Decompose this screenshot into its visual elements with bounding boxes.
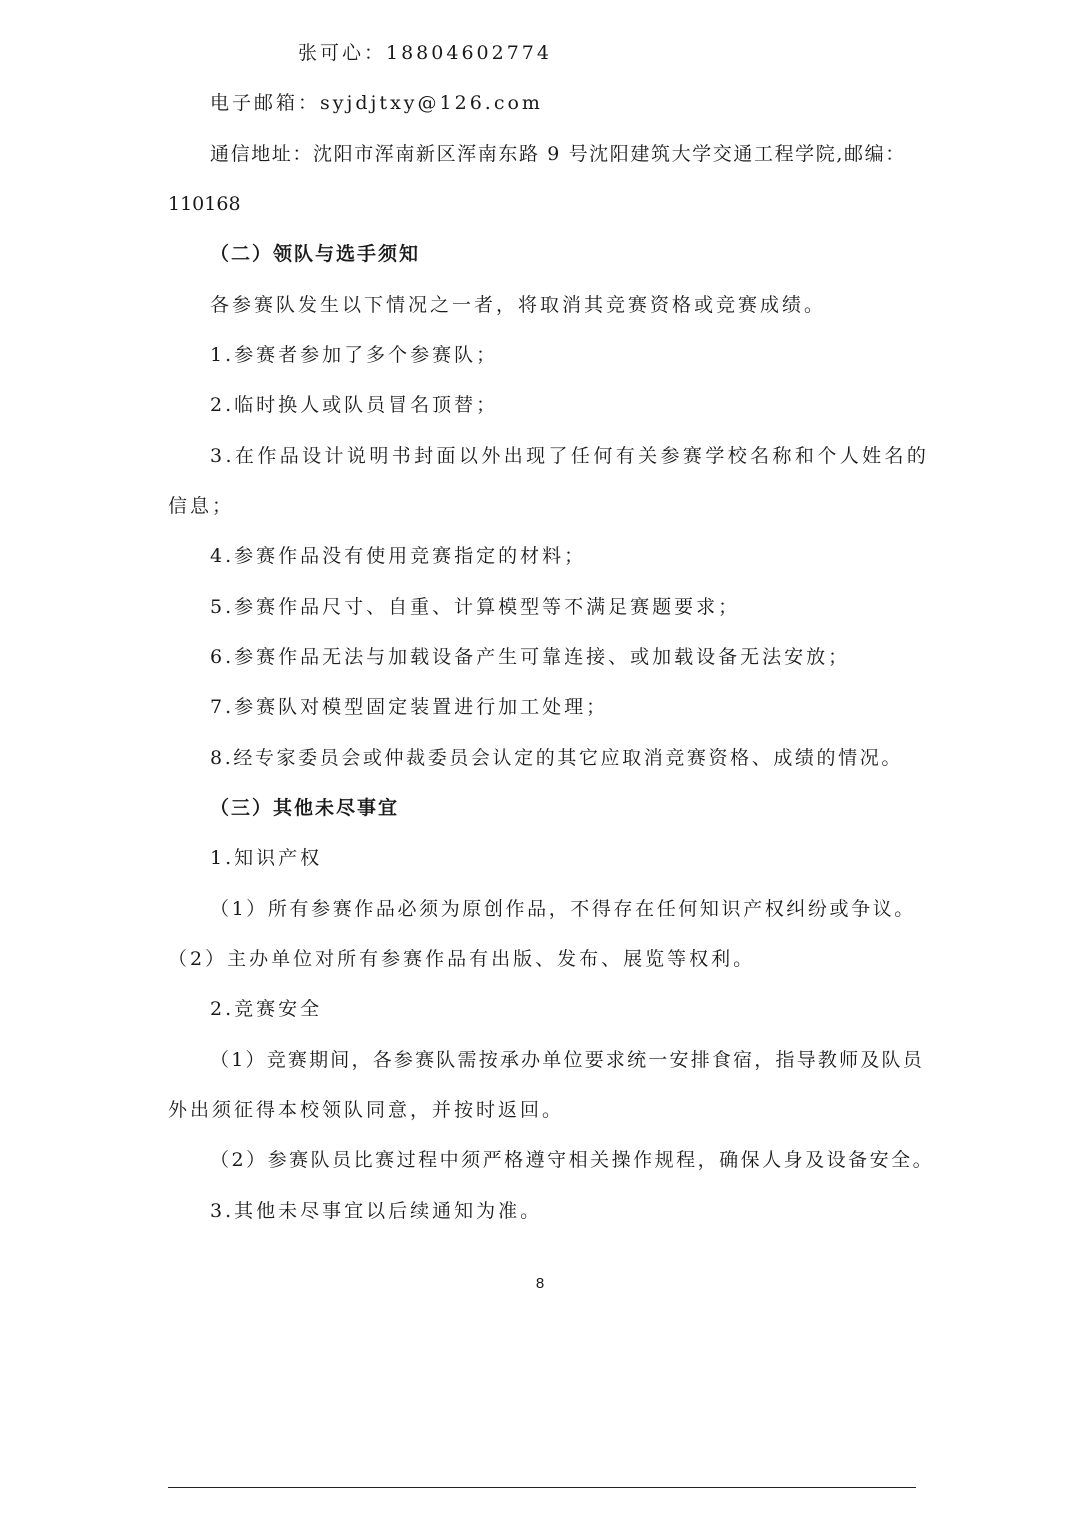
section-heading-3: （三）其他未尽事宜 bbox=[210, 797, 400, 819]
list-item: 8.经专家委员会或仲裁委员会认定的其它应取消竞赛资格、成绩的情况。 bbox=[210, 747, 903, 769]
contact-postcode: 110168 bbox=[168, 193, 241, 215]
contact-address: 通信地址：沈阳市浑南新区浑南东路 9 号沈阳建筑大学交通工程学院,邮编： bbox=[210, 143, 906, 165]
section2-intro: 各参赛队发生以下情况之一者，将取消其竞赛资格或竞赛成绩。 bbox=[210, 294, 827, 316]
ip-title: 1.知识产权 bbox=[210, 847, 323, 869]
list-item: 5.参赛作品尺寸、自重、计算模型等不满足赛题要求； bbox=[210, 596, 741, 618]
list-item: 1.参赛者参加了多个参赛队； bbox=[210, 344, 499, 366]
safety-title: 2.竞赛安全 bbox=[210, 998, 323, 1020]
list-item: 7.参赛队对模型固定装置进行加工处理； bbox=[210, 696, 609, 718]
other-note: 3.其他未尽事宜以后续通知为准。 bbox=[210, 1200, 543, 1222]
contact-phone: 张可心：18804602774 bbox=[298, 42, 552, 64]
footer-divider bbox=[168, 1487, 916, 1488]
ip-item-2: （2）主办单位对所有参赛作品有出版、发布、展览等权利。 bbox=[168, 948, 756, 970]
safety-item-2: （2）参赛队员比赛过程中须严格遵守相关操作规程，确保人身及设备安全。 bbox=[210, 1149, 935, 1171]
list-item: 3.在作品设计说明书封面以外出现了任何有关参赛学校名称和个人姓名的 bbox=[210, 445, 930, 467]
ip-item-1: （1）所有参赛作品必须为原创作品，不得存在任何知识产权纠纷或争议。 bbox=[210, 898, 916, 920]
section-heading-2: （二）领队与选手须知 bbox=[210, 243, 421, 265]
safety-item-1: （1）竞赛期间，各参赛队需按承办单位要求统一安排食宿，指导教师及队员 bbox=[210, 1049, 924, 1071]
list-item-continuation: 信息； bbox=[168, 495, 235, 517]
page-number: 8 bbox=[535, 1275, 545, 1292]
contact-email: 电子邮箱：syjdjtxy@126.com bbox=[210, 92, 543, 114]
safety-item-1-continuation: 外出须征得本校领队同意，并按时返回。 bbox=[168, 1099, 565, 1121]
list-item: 4.参赛作品没有使用竞赛指定的材料； bbox=[210, 545, 587, 567]
list-item: 6.参赛作品无法与加载设备产生可靠连接、或加载设备无法安放； bbox=[210, 646, 851, 668]
list-item: 2.临时换人或队员冒名顶替； bbox=[210, 394, 499, 416]
